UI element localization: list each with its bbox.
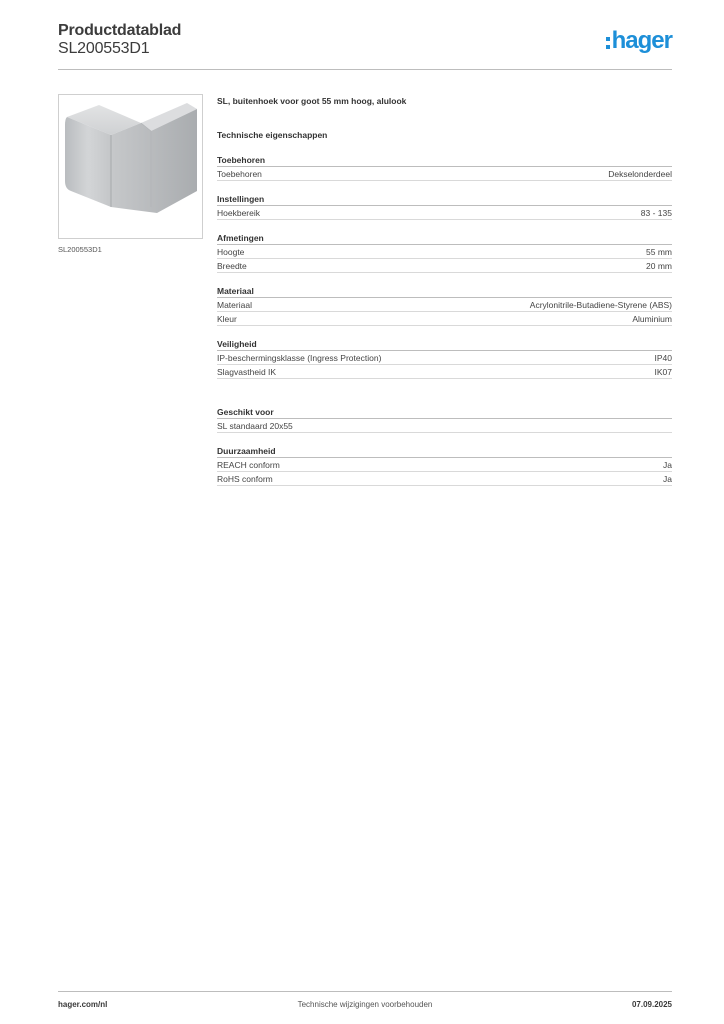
section-duurzaamheid: [217, 446, 672, 486]
specifications: [217, 96, 672, 486]
spec-label: Slagvastheid IK: [217, 366, 277, 377]
spec-value: 83 - 135: [640, 207, 672, 218]
spec-label: RoHS conform: [217, 473, 273, 484]
spec-value: Ja: [663, 473, 672, 484]
page-footer: [58, 991, 672, 1009]
section-instellingen: [217, 194, 672, 220]
section-title: Toebehoren: [217, 155, 672, 167]
spec-label: SL standaard 20x55: [217, 420, 293, 431]
page-header: [58, 22, 672, 70]
footer-website-link[interactable]: hager.com/nl: [58, 1000, 108, 1009]
spec-value: IK07: [654, 366, 672, 377]
product-name: SL, buitenhoek voor goot 55 mm hoog, alulook: [217, 96, 407, 106]
hager-logo: [606, 29, 672, 53]
section-geschikt-voor: [217, 407, 672, 433]
document-title: Productdatablad: [58, 22, 182, 39]
section-title: Veiligheid: [217, 339, 672, 351]
section-afmetingen: [217, 233, 672, 273]
section-title: Geschikt voor: [217, 407, 672, 419]
spec-row: [217, 245, 672, 259]
spec-row: [217, 167, 672, 181]
spec-value: IP40: [654, 352, 672, 363]
document-subtitle: SL200553D1: [58, 40, 150, 57]
spec-value: Dekselonderdeel: [608, 168, 672, 179]
spec-label: Materiaal: [217, 299, 252, 310]
spec-row: [217, 419, 672, 433]
spec-value: 55 mm: [646, 246, 672, 257]
spec-label: REACH conform: [217, 459, 280, 470]
logo-text: hager: [611, 27, 672, 54]
spec-value: Ja: [663, 459, 672, 470]
spec-row: [217, 365, 672, 379]
section-toebehoren: [217, 155, 672, 181]
section-veiligheid: [217, 339, 672, 379]
product-photo-icon: [59, 95, 202, 238]
logo-dots-icon: [606, 37, 610, 49]
section-title: Materiaal: [217, 286, 672, 298]
spec-row: [217, 351, 672, 365]
spec-label: Toebehoren: [217, 168, 262, 179]
spec-value: Acrylonitrile-Butadiene-Styrene (ABS): [529, 299, 672, 310]
spec-row: [217, 206, 672, 220]
section-materiaal: [217, 286, 672, 326]
spec-row: [217, 312, 672, 326]
section-title: Afmetingen: [217, 233, 672, 245]
image-caption: SL200553D1: [58, 245, 102, 254]
spec-label: Kleur: [217, 313, 237, 324]
spec-value: Aluminium: [632, 313, 672, 324]
section-title: Instellingen: [217, 194, 672, 206]
spec-label: IP-beschermingsklasse (Ingress Protection): [217, 352, 382, 363]
spec-value: 20 mm: [646, 260, 672, 271]
spec-row: [217, 458, 672, 472]
spec-label: Breedte: [217, 260, 247, 271]
spec-row: [217, 472, 672, 486]
technical-properties-heading: Technische eigenschappen: [217, 130, 328, 140]
spec-row: [217, 259, 672, 273]
footer-notice: Technische wijzigingen voorbehouden: [297, 1000, 433, 1009]
spec-row: [217, 298, 672, 312]
spec-label: Hoogte: [217, 246, 245, 257]
product-image: [58, 94, 203, 239]
footer-date: 07.09.2025: [631, 1000, 672, 1009]
section-title: Duurzaamheid: [217, 446, 672, 458]
spec-label: Hoekbereik: [217, 207, 260, 218]
